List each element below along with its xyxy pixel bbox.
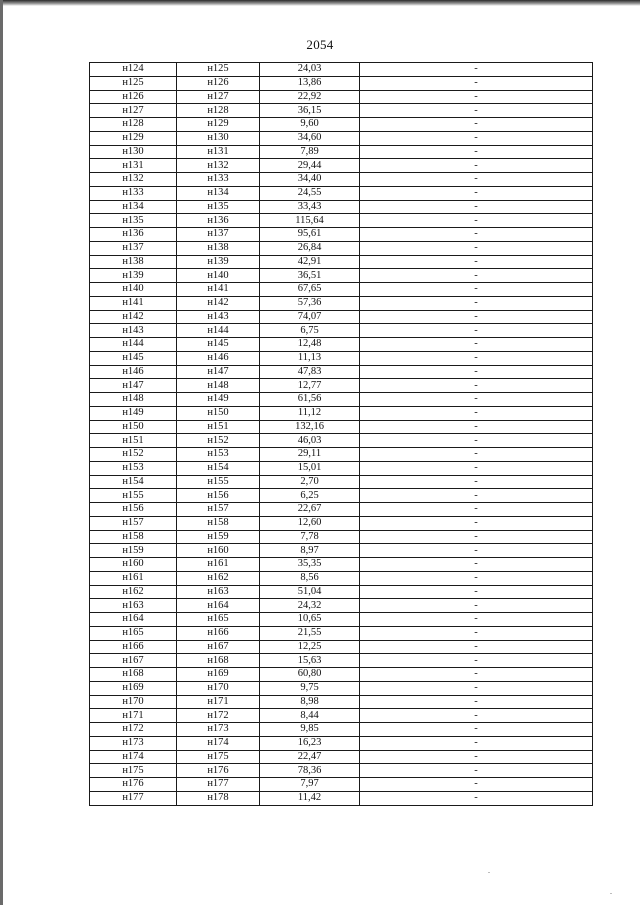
to-point-cell: н154	[177, 461, 260, 475]
length-cell: 95,61	[260, 228, 360, 242]
to-point-cell: н163	[177, 585, 260, 599]
length-cell: 8,44	[260, 709, 360, 723]
table-row	[90, 544, 593, 558]
note-cell: -	[360, 118, 593, 132]
table-row	[90, 145, 593, 159]
to-point-cell: н149	[177, 393, 260, 407]
note-cell: -	[360, 489, 593, 503]
length-cell: 29,44	[260, 159, 360, 173]
to-point-cell: н143	[177, 310, 260, 324]
length-cell: 57,36	[260, 296, 360, 310]
length-cell: 9,60	[260, 118, 360, 132]
length-cell: 36,51	[260, 269, 360, 283]
from-point-cell: н175	[90, 764, 177, 778]
length-cell: 51,04	[260, 585, 360, 599]
from-point-cell: н154	[90, 475, 177, 489]
table-row	[90, 640, 593, 654]
table-row	[90, 269, 593, 283]
table-row	[90, 530, 593, 544]
from-point-cell: н126	[90, 90, 177, 104]
length-cell: 8,98	[260, 695, 360, 709]
length-cell: 8,56	[260, 571, 360, 585]
note-cell: -	[360, 791, 593, 805]
to-point-cell: н177	[177, 778, 260, 792]
note-cell: -	[360, 461, 593, 475]
to-point-cell: н161	[177, 558, 260, 572]
from-point-cell: н173	[90, 736, 177, 750]
note-cell: -	[360, 709, 593, 723]
length-cell: 61,56	[260, 393, 360, 407]
from-point-cell: н159	[90, 544, 177, 558]
to-point-cell: н125	[177, 63, 260, 77]
table-row	[90, 214, 593, 228]
to-point-cell: н133	[177, 173, 260, 187]
note-cell: -	[360, 338, 593, 352]
length-cell: 2,70	[260, 475, 360, 489]
scan-edge-left	[0, 0, 3, 905]
table-row	[90, 599, 593, 613]
length-cell: 15,01	[260, 461, 360, 475]
from-point-cell: н147	[90, 379, 177, 393]
to-point-cell: н175	[177, 750, 260, 764]
from-point-cell: н131	[90, 159, 177, 173]
note-cell: -	[360, 90, 593, 104]
note-cell: -	[360, 241, 593, 255]
to-point-cell: н142	[177, 296, 260, 310]
note-cell: -	[360, 626, 593, 640]
to-point-cell: н128	[177, 104, 260, 118]
to-point-cell: н127	[177, 90, 260, 104]
to-point-cell: н148	[177, 379, 260, 393]
length-cell: 132,16	[260, 420, 360, 434]
length-cell: 12,48	[260, 338, 360, 352]
note-cell: -	[360, 420, 593, 434]
length-cell: 10,65	[260, 613, 360, 627]
note-cell: -	[360, 558, 593, 572]
to-point-cell: н168	[177, 654, 260, 668]
table-row	[90, 516, 593, 530]
page-number: 2054	[306, 37, 334, 52]
to-point-cell: н141	[177, 283, 260, 297]
to-point-cell: н174	[177, 736, 260, 750]
note-cell: -	[360, 159, 593, 173]
note-cell: -	[360, 104, 593, 118]
length-cell: 6,75	[260, 324, 360, 338]
note-cell: -	[360, 379, 593, 393]
length-cell: 6,25	[260, 489, 360, 503]
table-row	[90, 131, 593, 145]
length-cell: 7,89	[260, 145, 360, 159]
from-point-cell: н135	[90, 214, 177, 228]
table-row	[90, 90, 593, 104]
to-point-cell: н135	[177, 200, 260, 214]
to-point-cell: н144	[177, 324, 260, 338]
length-cell: 34,40	[260, 173, 360, 187]
to-point-cell: н145	[177, 338, 260, 352]
note-cell: -	[360, 173, 593, 187]
to-point-cell: н131	[177, 145, 260, 159]
to-point-cell: н139	[177, 255, 260, 269]
to-point-cell: н134	[177, 186, 260, 200]
length-cell: 115,64	[260, 214, 360, 228]
from-point-cell: н143	[90, 324, 177, 338]
note-cell: -	[360, 296, 593, 310]
length-cell: 11,12	[260, 406, 360, 420]
note-cell: -	[360, 63, 593, 77]
coordinates-table	[89, 62, 593, 806]
length-cell: 7,78	[260, 530, 360, 544]
from-point-cell: н150	[90, 420, 177, 434]
length-cell: 33,43	[260, 200, 360, 214]
to-point-cell: н152	[177, 434, 260, 448]
note-cell: -	[360, 764, 593, 778]
from-point-cell: н168	[90, 668, 177, 682]
table-row	[90, 241, 593, 255]
from-point-cell: н151	[90, 434, 177, 448]
length-cell: 78,36	[260, 764, 360, 778]
table-row	[90, 228, 593, 242]
note-cell: -	[360, 668, 593, 682]
note-cell: -	[360, 530, 593, 544]
table-row	[90, 475, 593, 489]
note-cell: -	[360, 736, 593, 750]
from-point-cell: н140	[90, 283, 177, 297]
note-cell: -	[360, 310, 593, 324]
to-point-cell: н153	[177, 448, 260, 462]
length-cell: 11,13	[260, 351, 360, 365]
table-row	[90, 393, 593, 407]
note-cell: -	[360, 200, 593, 214]
from-point-cell: н167	[90, 654, 177, 668]
table-row	[90, 461, 593, 475]
table-row	[90, 365, 593, 379]
note-cell: -	[360, 255, 593, 269]
length-cell: 46,03	[260, 434, 360, 448]
length-cell: 26,84	[260, 241, 360, 255]
to-point-cell: н140	[177, 269, 260, 283]
table-row	[90, 736, 593, 750]
scan-speck	[610, 893, 612, 894]
note-cell: -	[360, 599, 593, 613]
to-point-cell: н164	[177, 599, 260, 613]
table-row	[90, 791, 593, 805]
table-row	[90, 324, 593, 338]
from-point-cell: н177	[90, 791, 177, 805]
note-cell: -	[360, 351, 593, 365]
table-row	[90, 613, 593, 627]
length-cell: 15,63	[260, 654, 360, 668]
to-point-cell: н132	[177, 159, 260, 173]
note-cell: -	[360, 516, 593, 530]
table-row	[90, 118, 593, 132]
from-point-cell: н160	[90, 558, 177, 572]
from-point-cell: н145	[90, 351, 177, 365]
note-cell: -	[360, 654, 593, 668]
from-point-cell: н163	[90, 599, 177, 613]
table-row	[90, 434, 593, 448]
length-cell: 7,97	[260, 778, 360, 792]
length-cell: 67,65	[260, 283, 360, 297]
to-point-cell: н176	[177, 764, 260, 778]
from-point-cell: н156	[90, 503, 177, 517]
length-cell: 21,55	[260, 626, 360, 640]
table-row	[90, 338, 593, 352]
from-point-cell: н172	[90, 723, 177, 737]
length-cell: 9,85	[260, 723, 360, 737]
from-point-cell: н137	[90, 241, 177, 255]
note-cell: -	[360, 365, 593, 379]
from-point-cell: н153	[90, 461, 177, 475]
from-point-cell: н133	[90, 186, 177, 200]
table-row	[90, 173, 593, 187]
from-point-cell: н138	[90, 255, 177, 269]
length-cell: 34,60	[260, 131, 360, 145]
from-point-cell: н171	[90, 709, 177, 723]
to-point-cell: н147	[177, 365, 260, 379]
from-point-cell: н155	[90, 489, 177, 503]
table-row	[90, 420, 593, 434]
table-row	[90, 764, 593, 778]
from-point-cell: н146	[90, 365, 177, 379]
from-point-cell: н130	[90, 145, 177, 159]
table-row	[90, 503, 593, 517]
table-row	[90, 406, 593, 420]
table-row	[90, 310, 593, 324]
table-row	[90, 585, 593, 599]
to-point-cell: н173	[177, 723, 260, 737]
to-point-cell: н159	[177, 530, 260, 544]
to-point-cell: н155	[177, 475, 260, 489]
length-cell: 24,55	[260, 186, 360, 200]
to-point-cell: н156	[177, 489, 260, 503]
from-point-cell: н176	[90, 778, 177, 792]
from-point-cell: н139	[90, 269, 177, 283]
from-point-cell: н148	[90, 393, 177, 407]
from-point-cell: н134	[90, 200, 177, 214]
table-row	[90, 654, 593, 668]
table-row	[90, 283, 593, 297]
length-cell: 12,25	[260, 640, 360, 654]
note-cell: -	[360, 131, 593, 145]
from-point-cell: н166	[90, 640, 177, 654]
note-cell: -	[360, 145, 593, 159]
length-cell: 29,11	[260, 448, 360, 462]
from-point-cell: н132	[90, 173, 177, 187]
note-cell: -	[360, 503, 593, 517]
to-point-cell: н172	[177, 709, 260, 723]
note-cell: -	[360, 406, 593, 420]
to-point-cell: н151	[177, 420, 260, 434]
length-cell: 24,03	[260, 63, 360, 77]
length-cell: 12,60	[260, 516, 360, 530]
from-point-cell: н124	[90, 63, 177, 77]
note-cell: -	[360, 640, 593, 654]
scan-edge-top	[0, 0, 640, 6]
from-point-cell: н164	[90, 613, 177, 627]
to-point-cell: н137	[177, 228, 260, 242]
to-point-cell: н146	[177, 351, 260, 365]
from-point-cell: н162	[90, 585, 177, 599]
table-row	[90, 159, 593, 173]
to-point-cell: н178	[177, 791, 260, 805]
length-cell: 9,75	[260, 681, 360, 695]
length-cell: 12,77	[260, 379, 360, 393]
from-point-cell: н161	[90, 571, 177, 585]
note-cell: -	[360, 723, 593, 737]
note-cell: -	[360, 186, 593, 200]
table-row	[90, 750, 593, 764]
from-point-cell: н136	[90, 228, 177, 242]
to-point-cell: н160	[177, 544, 260, 558]
to-point-cell: н130	[177, 131, 260, 145]
to-point-cell: н150	[177, 406, 260, 420]
length-cell: 22,47	[260, 750, 360, 764]
to-point-cell: н157	[177, 503, 260, 517]
table-row	[90, 778, 593, 792]
scan-speck	[488, 872, 490, 873]
table-row	[90, 489, 593, 503]
note-cell: -	[360, 214, 593, 228]
table-row	[90, 448, 593, 462]
table-row	[90, 186, 593, 200]
note-cell: -	[360, 76, 593, 90]
length-cell: 22,67	[260, 503, 360, 517]
from-point-cell: н170	[90, 695, 177, 709]
note-cell: -	[360, 434, 593, 448]
note-cell: -	[360, 695, 593, 709]
from-point-cell: н144	[90, 338, 177, 352]
length-cell: 13,86	[260, 76, 360, 90]
table-body	[90, 63, 593, 806]
length-cell: 16,23	[260, 736, 360, 750]
table-row	[90, 296, 593, 310]
note-cell: -	[360, 778, 593, 792]
to-point-cell: н136	[177, 214, 260, 228]
to-point-cell: н138	[177, 241, 260, 255]
to-point-cell: н167	[177, 640, 260, 654]
length-cell: 36,15	[260, 104, 360, 118]
to-point-cell: н165	[177, 613, 260, 627]
length-cell: 11,42	[260, 791, 360, 805]
to-point-cell: н170	[177, 681, 260, 695]
table-row	[90, 626, 593, 640]
table-row	[90, 63, 593, 77]
note-cell: -	[360, 585, 593, 599]
length-cell: 60,80	[260, 668, 360, 682]
note-cell: -	[360, 283, 593, 297]
length-cell: 74,07	[260, 310, 360, 324]
length-cell: 22,92	[260, 90, 360, 104]
note-cell: -	[360, 324, 593, 338]
table-row	[90, 76, 593, 90]
length-cell: 24,32	[260, 599, 360, 613]
note-cell: -	[360, 571, 593, 585]
to-point-cell: н171	[177, 695, 260, 709]
from-point-cell: н128	[90, 118, 177, 132]
from-point-cell: н125	[90, 76, 177, 90]
from-point-cell: н127	[90, 104, 177, 118]
from-point-cell: н129	[90, 131, 177, 145]
to-point-cell: н126	[177, 76, 260, 90]
from-point-cell: н165	[90, 626, 177, 640]
length-cell: 8,97	[260, 544, 360, 558]
note-cell: -	[360, 750, 593, 764]
from-point-cell: н152	[90, 448, 177, 462]
note-cell: -	[360, 448, 593, 462]
note-cell: -	[360, 681, 593, 695]
table-row	[90, 558, 593, 572]
from-point-cell: н149	[90, 406, 177, 420]
table-row	[90, 571, 593, 585]
note-cell: -	[360, 228, 593, 242]
from-point-cell: н141	[90, 296, 177, 310]
from-point-cell: н142	[90, 310, 177, 324]
note-cell: -	[360, 475, 593, 489]
length-cell: 42,91	[260, 255, 360, 269]
table-row	[90, 681, 593, 695]
table-row	[90, 351, 593, 365]
from-point-cell: н158	[90, 530, 177, 544]
from-point-cell: н174	[90, 750, 177, 764]
note-cell: -	[360, 269, 593, 283]
note-cell: -	[360, 393, 593, 407]
table-row	[90, 104, 593, 118]
to-point-cell: н169	[177, 668, 260, 682]
table-row	[90, 709, 593, 723]
to-point-cell: н129	[177, 118, 260, 132]
to-point-cell: н166	[177, 626, 260, 640]
table-row	[90, 200, 593, 214]
to-point-cell: н162	[177, 571, 260, 585]
to-point-cell: н158	[177, 516, 260, 530]
from-point-cell: н157	[90, 516, 177, 530]
table-row	[90, 723, 593, 737]
note-cell: -	[360, 544, 593, 558]
note-cell: -	[360, 613, 593, 627]
from-point-cell: н169	[90, 681, 177, 695]
length-cell: 47,83	[260, 365, 360, 379]
length-cell: 35,35	[260, 558, 360, 572]
table-row	[90, 668, 593, 682]
table-row	[90, 695, 593, 709]
table-row	[90, 379, 593, 393]
table-row	[90, 255, 593, 269]
